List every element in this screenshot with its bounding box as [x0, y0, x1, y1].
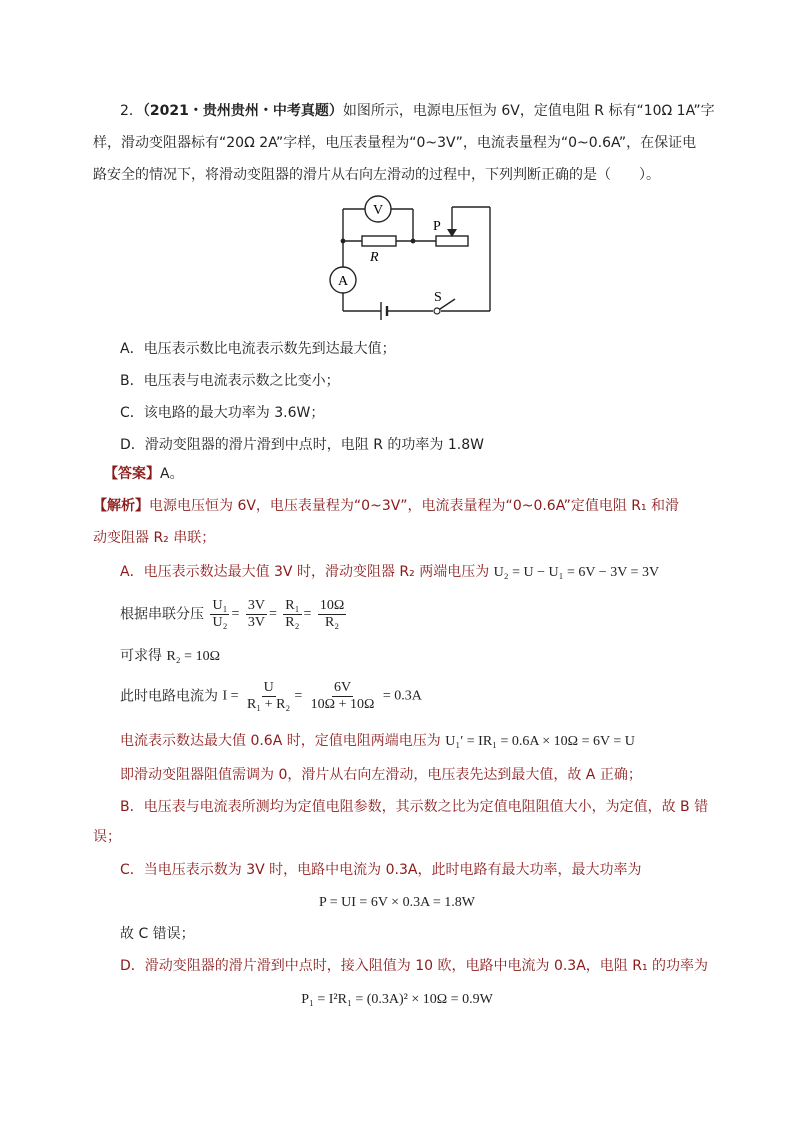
analysis-a-line-4: 此时电路电流为 I = $\frac{U}{\text{R₁ + R₂}}$ = $\frac{6V}{10\Omega + 10\Omega}$ = 0.3A: [120, 680, 422, 712]
fraction-denominator: R₂: [324, 615, 340, 630]
resistor-symbol: [362, 236, 396, 246]
junction-right: [411, 239, 416, 244]
fraction-u-r: [245, 680, 292, 713]
fraction-3v-3v: [246, 598, 267, 631]
ammeter-label: A: [337, 274, 349, 289]
fraction-numerator: 3V: [247, 598, 265, 613]
fraction-10-r2: [318, 598, 346, 631]
fraction-numerator: 10Ω: [319, 598, 345, 613]
question-line-1: [120, 101, 715, 121]
analysis-a-line-2: 根据串联分压 $\frac{\text{U₁}}{\text{U₂}}$ = $\frac{3V}{3V}$ = $\frac{\text{R₁}}{\text{R₂}}$ = $\frac{10\Omega}{\text{R₂}}$: [120, 598, 345, 630]
answer-tag: 【答案】: [104, 466, 160, 482]
analysis-intro-1: 电源电压恒为 6V，电压表量程为“0~3V”，电流表量程为“0~0.6A”定值电阻 R₁ 和滑: [149, 498, 680, 514]
analysis-d-equation: P₁ = I²R₁ = (0.3A)² × 10Ω = 0.9W: [301, 992, 493, 1007]
fraction-denominator: U₂: [212, 615, 228, 630]
analysis-a-equation: U₂ = U − U₁ = 6V − 3V = 3V: [493, 565, 660, 580]
fraction-numerator: U: [263, 680, 274, 695]
analysis-c-line-1: C．当电压表示数为 3V 时，电路中电流为 0.3A，此时电路有最大功率，最大功率为: [120, 862, 642, 878]
option-c: C．该电路的最大功率为 3.6W；: [120, 405, 325, 421]
option-b: B．电压表与电流表示数之比变小；: [120, 373, 340, 389]
switch-label: S: [434, 290, 442, 305]
voltmeter-label: V: [372, 203, 384, 218]
series-divider-text: 根据串联分压: [120, 606, 204, 623]
rheostat-symbol: [436, 236, 468, 246]
question-line-3: 路安全的情况下，将滑动变阻器的滑片从右向左滑动的过程中，下列判断正确的是（ ）。: [93, 167, 660, 183]
analysis-c-line-2: 故 C 错误；: [120, 926, 195, 942]
analysis-line-1: [93, 496, 679, 516]
current-lhs: I =: [222, 688, 239, 704]
circuit-diagram: [325, 193, 495, 328]
answer-value: A。: [160, 466, 184, 482]
max-current-text: 电流表示数达最大值 0.6A 时，定值电阻两端电压为: [120, 733, 441, 749]
max-current-equation: U₁′ = IR₁ = 0.6A × 10Ω = 6V = U: [445, 734, 635, 749]
current-rhs: = 0.3A: [382, 688, 422, 704]
analysis-a-text: A．电压表示数达最大值 3V 时，滑动变阻器 R₂ 两端电压为: [120, 564, 490, 580]
fraction-denominator: 10Ω + 10Ω: [310, 697, 375, 712]
analysis-a-line-3: [120, 646, 220, 667]
solve-text: 可求得: [120, 648, 162, 664]
junction-left: [341, 239, 346, 244]
fraction-r1-r2: [283, 598, 301, 631]
current-text: 此时电路电流为: [120, 688, 218, 705]
analysis-intro-2: 动变阻器 R₂ 串联；: [93, 530, 216, 546]
question-text-1: 如图所示，电源电压恒为 6V，定值电阻 R 标有“10Ω 1A”字: [342, 103, 715, 119]
fraction-6v-20: [309, 680, 377, 713]
solve-equation: R₂ = 10Ω: [166, 649, 220, 664]
analysis-a-line-1: [120, 562, 659, 583]
fraction-denominator: R₂: [285, 615, 300, 630]
analysis-a-line-6: 即滑动变阻器阻值需调为 0，滑片从右向左滑动，电压表先达到最大值，故 A 正确；: [120, 767, 642, 783]
fraction-denominator: 3V: [247, 615, 265, 630]
fraction-denominator: R₁ + R₂: [246, 697, 291, 712]
switch-contact: [434, 308, 440, 314]
question-line-2: 样，滑动变阻器标有“20Ω 2A”字样，电压表量程为“0~3V”，电流表量程为“0~0.6A”，在保证电: [93, 135, 697, 151]
analysis-c-equation: P = UI = 6V × 0.3A = 1.8W: [318, 895, 476, 910]
analysis-tag: 【解析】: [93, 498, 149, 514]
question-source: （2021・贵州贵州・中考真题）: [142, 103, 343, 119]
slider-label: P: [433, 219, 441, 234]
resistor-label: R: [370, 250, 379, 265]
answer-line: [104, 464, 184, 484]
fraction-numerator: U₁: [212, 598, 228, 613]
fraction-numerator: R₁: [285, 598, 300, 613]
option-d: D．滑动变阻器的滑片滑到中点时，电阻 R 的功率为 1.8W: [120, 437, 484, 453]
analysis-b-line-2: 误；: [93, 829, 121, 845]
analysis-a-line-5: [120, 731, 635, 752]
analysis-b-line-1: B．电压表与电流表所测均为定值电阻参数，其示数之比为定值电阻阻值大小，为定值，故 B 错: [120, 799, 709, 815]
question-number: 2．: [120, 103, 143, 119]
option-a: A．电压表示数比电流表示数先到达最大值；: [120, 341, 396, 357]
analysis-d-line-1: D．滑动变阻器的滑片滑到中点时，接入阻值为 10 欧，电路中电流为 0.3A，电阻 R₁ 的功率为: [120, 958, 709, 974]
fraction-numerator: 6V: [333, 680, 352, 695]
fraction-u1-u2: [210, 598, 229, 631]
